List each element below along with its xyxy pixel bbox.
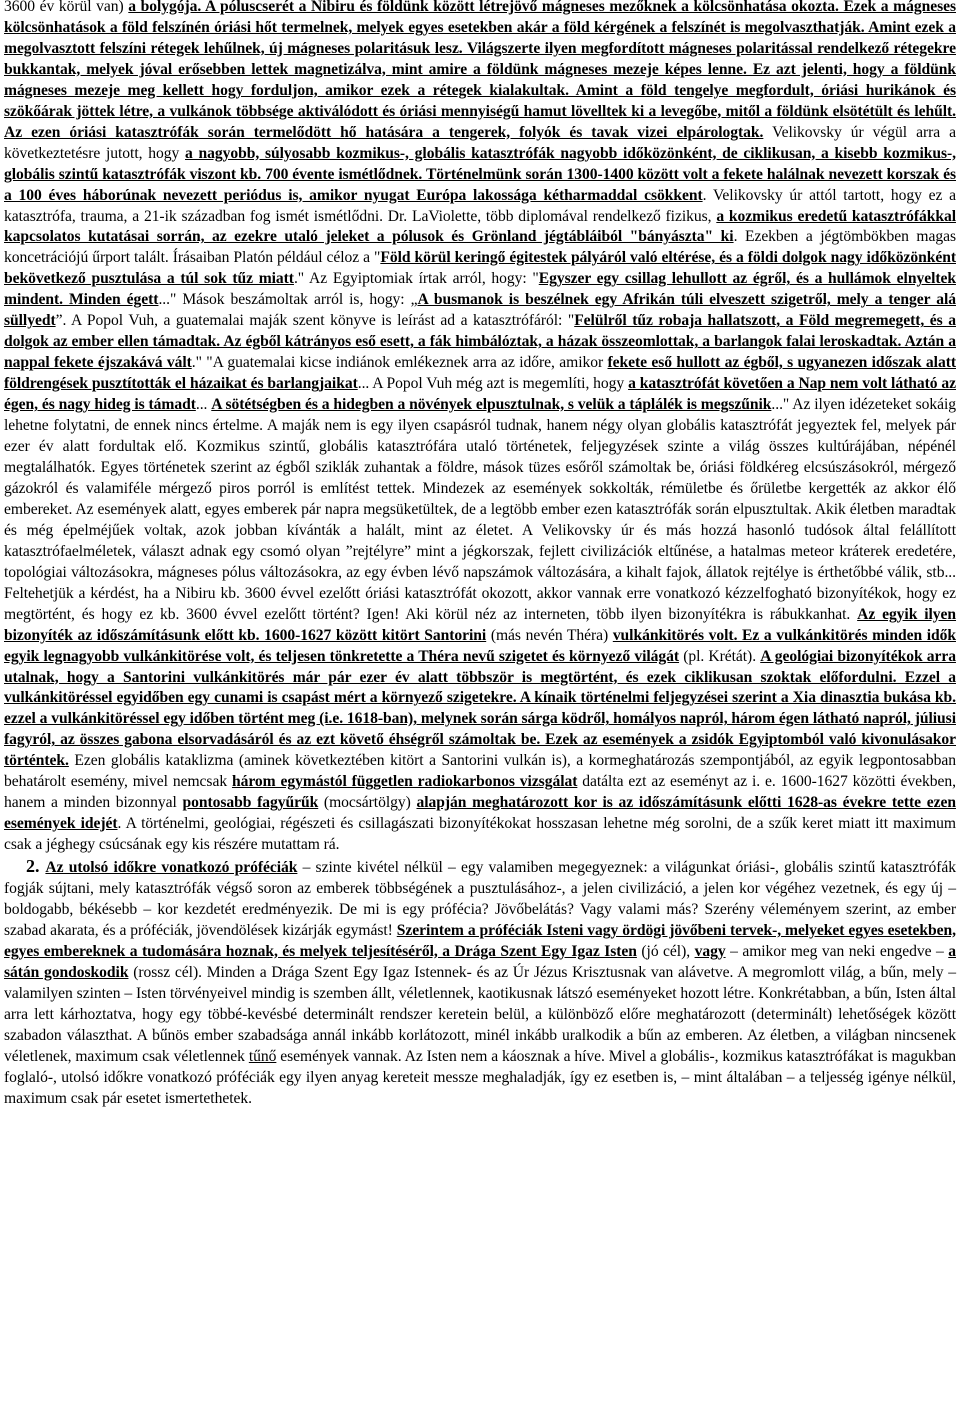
text-run: események vannak. Az Isten nem a káosznak a híve. Mivel a globális-, kozmikus katasztrófákat is magukban foglaló-, utolsó időkre vonatkozó próféciák egy ilyen anyag kereteit messze meghaladják, így ez esetben is, – mint általában – a teljesség igénye nélkül, maximum csak pár esetet ismertethetek. — [4, 1047, 956, 1107]
emphasized-text-run: Egyszer egy csillag lehullott az égről, és a hullámok elnyeltek mindent. Minden égett — [4, 270, 956, 309]
paragraph-2 — [4, 856, 956, 1109]
text-run: ... — [195, 396, 212, 414]
text-run: Velikovsky úr végül arra a következtetésre jutott, hogy — [4, 123, 956, 162]
emphasized-text-run: Az utolsó időkre vonatkozó próféciák — [45, 859, 298, 877]
emphasized-text-run: a sátán gondoskodik — [4, 942, 956, 981]
emphasized-text-run: Szerintem a próféciák Isteni vagy ördögi jövőbeni tervek-, melyeket egyes esetekben, egyes embereknek a tudomására hoznak, és melyek teljesítéséről, a Drága Szent Egy Igaz Isten — [4, 921, 956, 960]
section-number: 2. — [26, 856, 40, 877]
text-run: ..." Mások beszámoltak arról is, hogy: „ — [158, 291, 418, 309]
emphasized-text-run: A geológiai bizonyítékok arra utalnak, hogy a Santorini vulkánkitörés már pár ezer év alatt többször is megtörtént, és ezek ciklikusan szoktak előfordulni. Ezzel a vulkánkitöréssel egyidőben egy cunami is csapást mért a környező szigetekre. A kínaik történelmi feljegyzései szerint a Xia dinasztia bukása kb. ezzel a vulkánkitöréssel egy időben történt meg (i.e. 1618-ban), melynek során sárga ködről, homályos napról, három égen látható napról, júliusi fagyról, az összes gabona elsorvadásáról és az ezt követő éhségről számoltak be. Ezek az események a zsidók Egyiptomból való kivonulásakor történtek. — [4, 647, 956, 770]
emphasized-text-run: pontosabb fagyűrűk — [182, 794, 319, 812]
emphasized-text-run: a katasztrófát követően a Nap nem volt látható az égen, és nagy hideg is támadt — [4, 375, 957, 414]
text-run: – amikor meg van neki engedve – — [725, 942, 949, 960]
text-run: ." "A guatemalai kicse indiánok emlékeznek arra az időre, amikor — [191, 354, 608, 372]
text-run: (más nevén Théra) — [486, 626, 613, 644]
text-run: (rossz cél). Minden a Drága Szent Egy Igaz Istennek- és az Úr Jézus Krisztusnak van alávetve. A megromlott világ, a bűn, mely – valamilyen szinten – Isten törvényeivel mindig is szemben állt, véletlennek, kaotikusnak látszó eseményeket hozott létre. Konkrétabban, a bűn, Isten által arra lett kárhoztatva, hogy egy többé-kevésbé determinált rendszer keretein belül, a különböző előre meghatározott (determinált) lehetőségek között szabadon választhat. A bűnös ember szabadsága annál inkább korlátozott, minél inkább uralkodik a bűn az emberen. Az életben, a világban nincsenek véletlenek, maximum csak véletlennek — [4, 963, 956, 1065]
text-run: 3600 év körül van) — [4, 0, 129, 15]
emphasized-text-run: fekete eső hullott az égből, s ugyanezen időszak alatt földrengések pusztították el házaikat és barlangjaikat — [4, 354, 956, 393]
emphasized-text-run: A busmanok is beszélnek egy Afrikán túli elveszett szigetről, mely a tenger alá süllyedt — [4, 291, 956, 330]
emphasized-text-run: a bolygója. A póluscserét a Nibiru és földünk között létrejövő mágneses mezőknek a kölcsönhatása okozta. Ezek a mágneses kölcsönhatások a föld felszínén óriási hőt termelnek, melyek egyes esetekben akár a föld kérgének a felszínét is megolvaszthatják. Amint ezek a megolvasztott felszíni rétegek lehűlnek, új mágneses polaritásuk lesz. Világszerte ilyen megfordított mágneses polaritással rendelkező rétegekre bukkantak, melyek jóval erősebben lettek magnetizálva, mint amire a földünk mágneses mezeje képes lenne. Ez azt jelenti, hogy a földünk mágneses mezeje meg kellett hogy forduljon, amikor ezek a rétegek kialakultak. Amint a föld tengelye megfordult, óriási hurikánok és szökőárak jöttek létre, a vulkánok többsége aktiválódott és óriási mennyiségű hamut lövelltek ki a levegőbe, mitől a földünk elsötétült és lehűlt. Az ezen óriási katasztrófák során termelődött hő hatására a tengerek, folyók és tavak vizei elpárologtak. — [4, 0, 956, 141]
text-run: (pl. Krétát). — [679, 647, 761, 665]
emphasized-text-run: a kozmikus eredetű katasztrófákkal kapcsolatos kutatásai sorrán, az ezekre utaló jeleket a pólusok és Grönland jégtábláiból "bányászta" ki — [4, 207, 956, 246]
underlined-text-run: tűnő — [248, 1047, 277, 1065]
text-run: ..." Az ilyen idézeteket sokáig lehetne folytatni, de ennek nincs értelme. A maják nem is egy ilyen csapásról tudnak, hanem négy olyan globális katasztrófát jegyeztek fel, melyek pár ezer év alatt fordultak elő. Kozmikus szintű, globális katasztrófára utaló történetek, feljegyzések szinte a világ összes kultúrájában, népénél megtalálhatók. Egyes történetek szerint az égből sziklák zuhantak a földre, mások tüzes esőről számoltak be, óriási földkéreg elcsúszásokról, mérgező gázokról és valamiféle mérgező piros porról is említést tettek. Mindezek az események sokkolták, rémületbe és őrületbe kergették az akkor élő embereket. Az események alatt, egyes emberek pár napra megsüketültek, de a legtöbb ember ezen katasztrófák során elpusztultak. Akik életben maradtak és még épelméjűek voltak, azok jobban kívánták a halált, mint az életet. A Velikovsky úr és más hozzá hasonló tudósok által felállított katasztrófaelméletek, választ adnak egy csomó olyan ”rejtélyre” mint a jégkorszak, fejlett civilizációk eltűnése, a hatalmas meteor kráterek eredetére, topológiai változásokra, mágneses pólus változásokra, az egy évben lévő napszámok változására, a kihalt fajok, állatok rejtélye is érthetőbbé válik, stb... Feltehetjük a kérdést, ha a Nibiru kb. 3600 évvel ezelőtt óriási katasztrófát okozott, akkor vannak erre vonatkozó kézzelfogható bizonyítékok, hogy ez megtörtént, és hogy ez kb. 3600 évvel ezelőtt történt? Igen! Aki körül néz az interneten, több ilyen bizonyítékra is rábukkanhat. — [4, 396, 956, 623]
emphasized-text-run: vulkánkitörés volt. Ez a vulkánkitörés minden idők egyik legnagyobb vulkánkitörése volt, és teljesen tönkretette a Théra nevű szigetet és környező világát — [4, 626, 956, 665]
emphasized-text-run: három egymástól független radiokarbonos vizsgálat — [231, 773, 578, 791]
text-run: ... A Popol Vuh még azt is megemlíti, hogy — [357, 375, 629, 393]
text-run: ”. A Popol Vuh, a guatemalai maják szent könyve is leírást ad a katasztrófáról: " — [55, 312, 575, 330]
text-run: Ezen globális kataklizma (aminek következtében kitört a Santorini vulkán is), a kormeghatározás szempontjából, az egyik legpontosabban behatárolt esemény, mivel nemcsak — [4, 752, 956, 791]
emphasized-text-run: Az egyik ilyen bizonyíték az időszámításunk előtt kb. 1600-1627 között kitört Santorini — [4, 605, 957, 644]
emphasized-text-run: A sötétségben és a hidegben a növények elpusztulnak, s velük a táplálék is megszűnik — [211, 396, 772, 414]
text-run: datálta ezt az eseményt az i. e. 1600-1627 közötti években, hanem a minden bizonnyal — [4, 773, 956, 812]
document-body — [4, 0, 956, 1110]
text-run: . Ezekben a jégtömbökben magas koncetrációjú űrport talált. Írásaiban Platón például céloz a " — [4, 228, 956, 267]
paragraph-1 — [4, 0, 956, 856]
emphasized-text-run: Föld körül keringő égitestek pályáról való eltérése, és a földi dolgok nagy időközönként bekövetkező pusztulása a túl sok tűz miatt — [4, 249, 956, 288]
emphasized-text-run: a nagyobb, súlyosabb kozmikus-, globális katasztrófák nagyobb időközönként, de ciklikusan, a kisebb kozmikus-, globális szintű katasztrófák viszont kb. 700 évente ismétlődnek. Történelmünk során 1300-1400 között volt a fekete halálnak nevezett korszak és a 100 éves háborúnak nevezett periódus is, amikor nyugat Európa lakossága kétharmaddal csökkent — [4, 144, 956, 204]
emphasized-text-run: alapján meghatározott kor is az időszámításunk előtti 1628-as évekre tette ezen események idejét — [4, 794, 956, 833]
text-run: – szinte kivétel nélkül – egy valamiben megegyeznek: a világunkat óriási-, globális szintű katasztrófák fogják sújtani, mely katasztrófák végső soron az emberek többségének a pusztulásához-, a jelen civilizáció, a jelen kor végéhez vezetnek, és egy új – boldogabb, békésebb – kor kezdetét eredményezik. De mi is egy prófécia? Jövőbelátás? Vagy valami más? Szerény véleményem szerint, az ember szabad akarata, és a próféciák, jövendölések kizárják egymást! — [4, 859, 956, 939]
text-run: . A történelmi, geológiai, régészeti és csillagászati bizonyítékokat hosszasan lehetne még sorolni, de a szűk keret miatt itt maximum csak a jéghegy csúcsának egy kis részére mutattam rá. — [4, 815, 956, 854]
emphasized-text-run: Felülről tűz robaja hallatszott, a Föld megremegett, és a dolgok az ember ellen támadtak. Az égből kátrányos eső esett, a fák himbálóztak, a házak összeomlottak, a barlangok falai leroskadtak. Aztán a nappal fekete éjszakává vált — [4, 312, 956, 372]
text-run: (jó cél), — [636, 942, 695, 960]
text-run: . Velikovsky úr attól tartott, hogy ez a katasztrófa, trauma, a 21-ik században fog ismét ismétlődni. Dr. LaViolette, több diplomával rendelkező fizikus, — [4, 186, 956, 225]
emphasized-text-run: vagy — [694, 942, 726, 960]
text-run: (mocsártölgy) — [318, 794, 417, 812]
text-run: ." Az Egyiptomiak írtak arról, hogy: " — [293, 270, 539, 288]
